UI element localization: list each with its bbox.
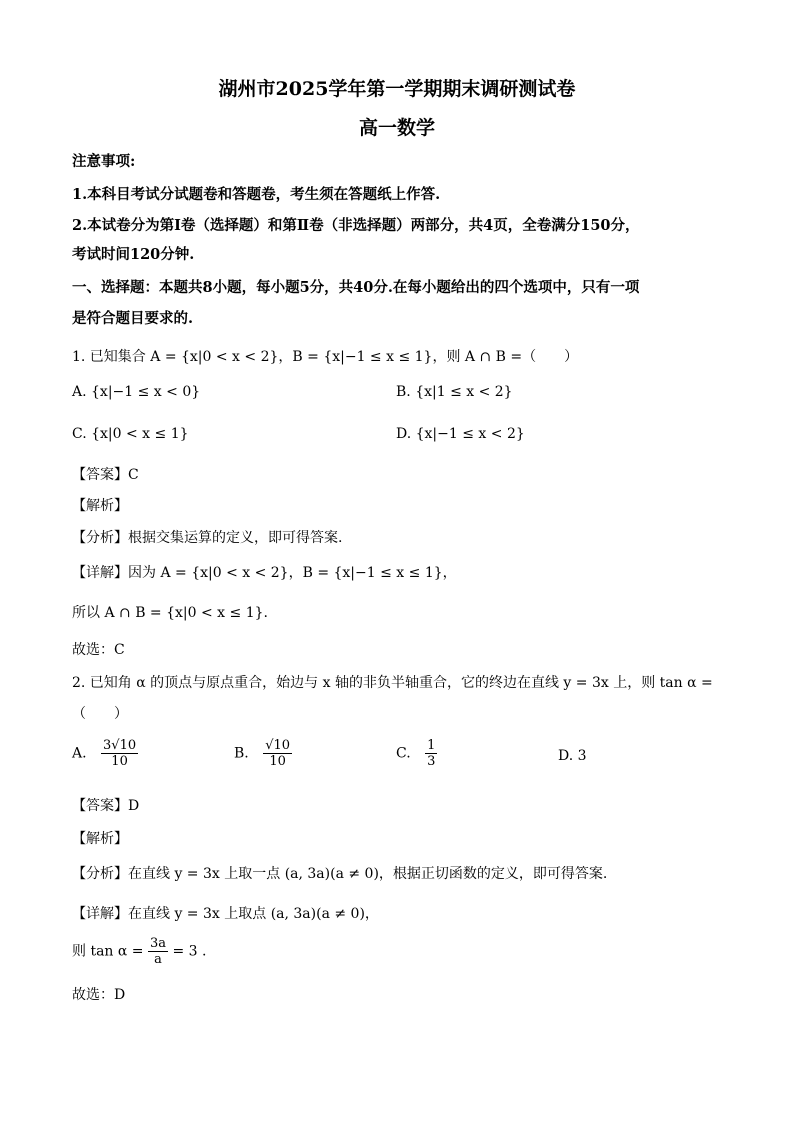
notes-item-2-line-1: 2.本试卷分为第Ⅰ卷（选择题）和第Ⅱ卷（非选择题）两部分，共4页，全卷满分150分， xyxy=(72,217,640,234)
q2-option-b xyxy=(234,738,292,769)
q2-option-b-denominator: 10 xyxy=(269,754,286,769)
q2-result-prefix: 则 tan α = xyxy=(72,943,144,960)
q2-option-b-numerator: √10 xyxy=(265,738,291,753)
q1-conclusion: 所以 A ∩ B = {x|0 < x ≤ 1}. xyxy=(72,605,268,621)
q2-option-a-denominator: 10 xyxy=(111,754,128,769)
q1-stem: 1. 已知集合 A = {x|0 < x < 2}，B = {x|−1 ≤ x ≤ 1}，则 A ∩ B =（ ） xyxy=(72,349,579,365)
exam-subtitle: 高一数学 xyxy=(358,117,435,139)
q1-option-d: D. {x|−1 ≤ x < 2} xyxy=(396,426,525,442)
q2-option-c-numerator: 1 xyxy=(427,738,436,753)
q2-answer: 【答案】D xyxy=(72,798,140,814)
q2-option-c-label: C. xyxy=(396,745,411,762)
q2-result xyxy=(72,936,206,967)
q2-fenxi: 【分析】在直线 y = 3x 上取一点 (a, 3a)(a ≠ 0)，根据正切函数的定义，即可得答案. xyxy=(72,866,608,882)
q2-option-c-fraction xyxy=(425,738,437,769)
notes-heading: 注意事项: xyxy=(72,153,136,170)
q2-option-c-denominator: 3 xyxy=(427,754,436,769)
q1-fenxi: 【分析】根据交集运算的定义，即可得答案. xyxy=(72,530,343,546)
q2-analysis-label: 【解析】 xyxy=(72,831,128,847)
section-heading-line-2: 是符合题目要求的. xyxy=(72,310,194,327)
notes-item-1: 1.本科目考试分试题卷和答题卷，考生须在答题纸上作答. xyxy=(72,186,441,203)
q2-stem-line-2: （ ） xyxy=(72,706,128,722)
q2-option-c xyxy=(396,738,437,769)
exam-title: 湖州市2025学年第一学期期末调研测试卷 xyxy=(218,78,576,100)
q1-choose: 故选：C xyxy=(72,642,125,658)
section-heading-line-1: 一、选择题：本题共8小题，每小题5分，共40分.在每小题给出的四个选项中，只有一项 xyxy=(72,279,640,296)
notes-item-2-line-2: 考试时间120分钟. xyxy=(72,246,195,263)
q1-option-a: A. {x|−1 ≤ x < 0} xyxy=(72,384,201,400)
q2-result-suffix: = 3 . xyxy=(172,943,207,960)
q2-result-fraction xyxy=(148,936,168,967)
q2-option-a-fraction xyxy=(101,738,138,769)
q2-detail: 【详解】在直线 y = 3x 上取点 (a, 3a)(a ≠ 0)， xyxy=(72,906,379,922)
q2-option-b-label: B. xyxy=(234,745,249,762)
q1-answer: 【答案】C xyxy=(72,467,139,483)
q2-option-a-numerator: 3√10 xyxy=(103,738,137,753)
q2-choose: 故选：D xyxy=(72,987,126,1003)
q1-option-c: C. {x|0 < x ≤ 1} xyxy=(72,426,189,442)
q2-option-a-label: A. xyxy=(72,745,87,762)
q2-result-numerator: 3a xyxy=(149,936,167,951)
q2-option-a xyxy=(72,738,138,769)
q2-option-b-fraction xyxy=(263,738,292,769)
q2-option-d: D. 3 xyxy=(558,748,587,764)
q1-analysis-label: 【解析】 xyxy=(72,498,128,514)
q2-stem-line-1: 2. 已知角 α 的顶点与原点重合，始边与 x 轴的非负半轴重合，它的终边在直线 y = 3x 上，则 tan α = xyxy=(72,675,713,691)
q2-result-denominator: a xyxy=(154,952,162,967)
q1-option-b: B. {x|1 ≤ x < 2} xyxy=(396,384,513,400)
q1-detail: 【详解】因为 A = {x|0 < x < 2}，B = {x|−1 ≤ x ≤ 1}， xyxy=(72,565,457,581)
